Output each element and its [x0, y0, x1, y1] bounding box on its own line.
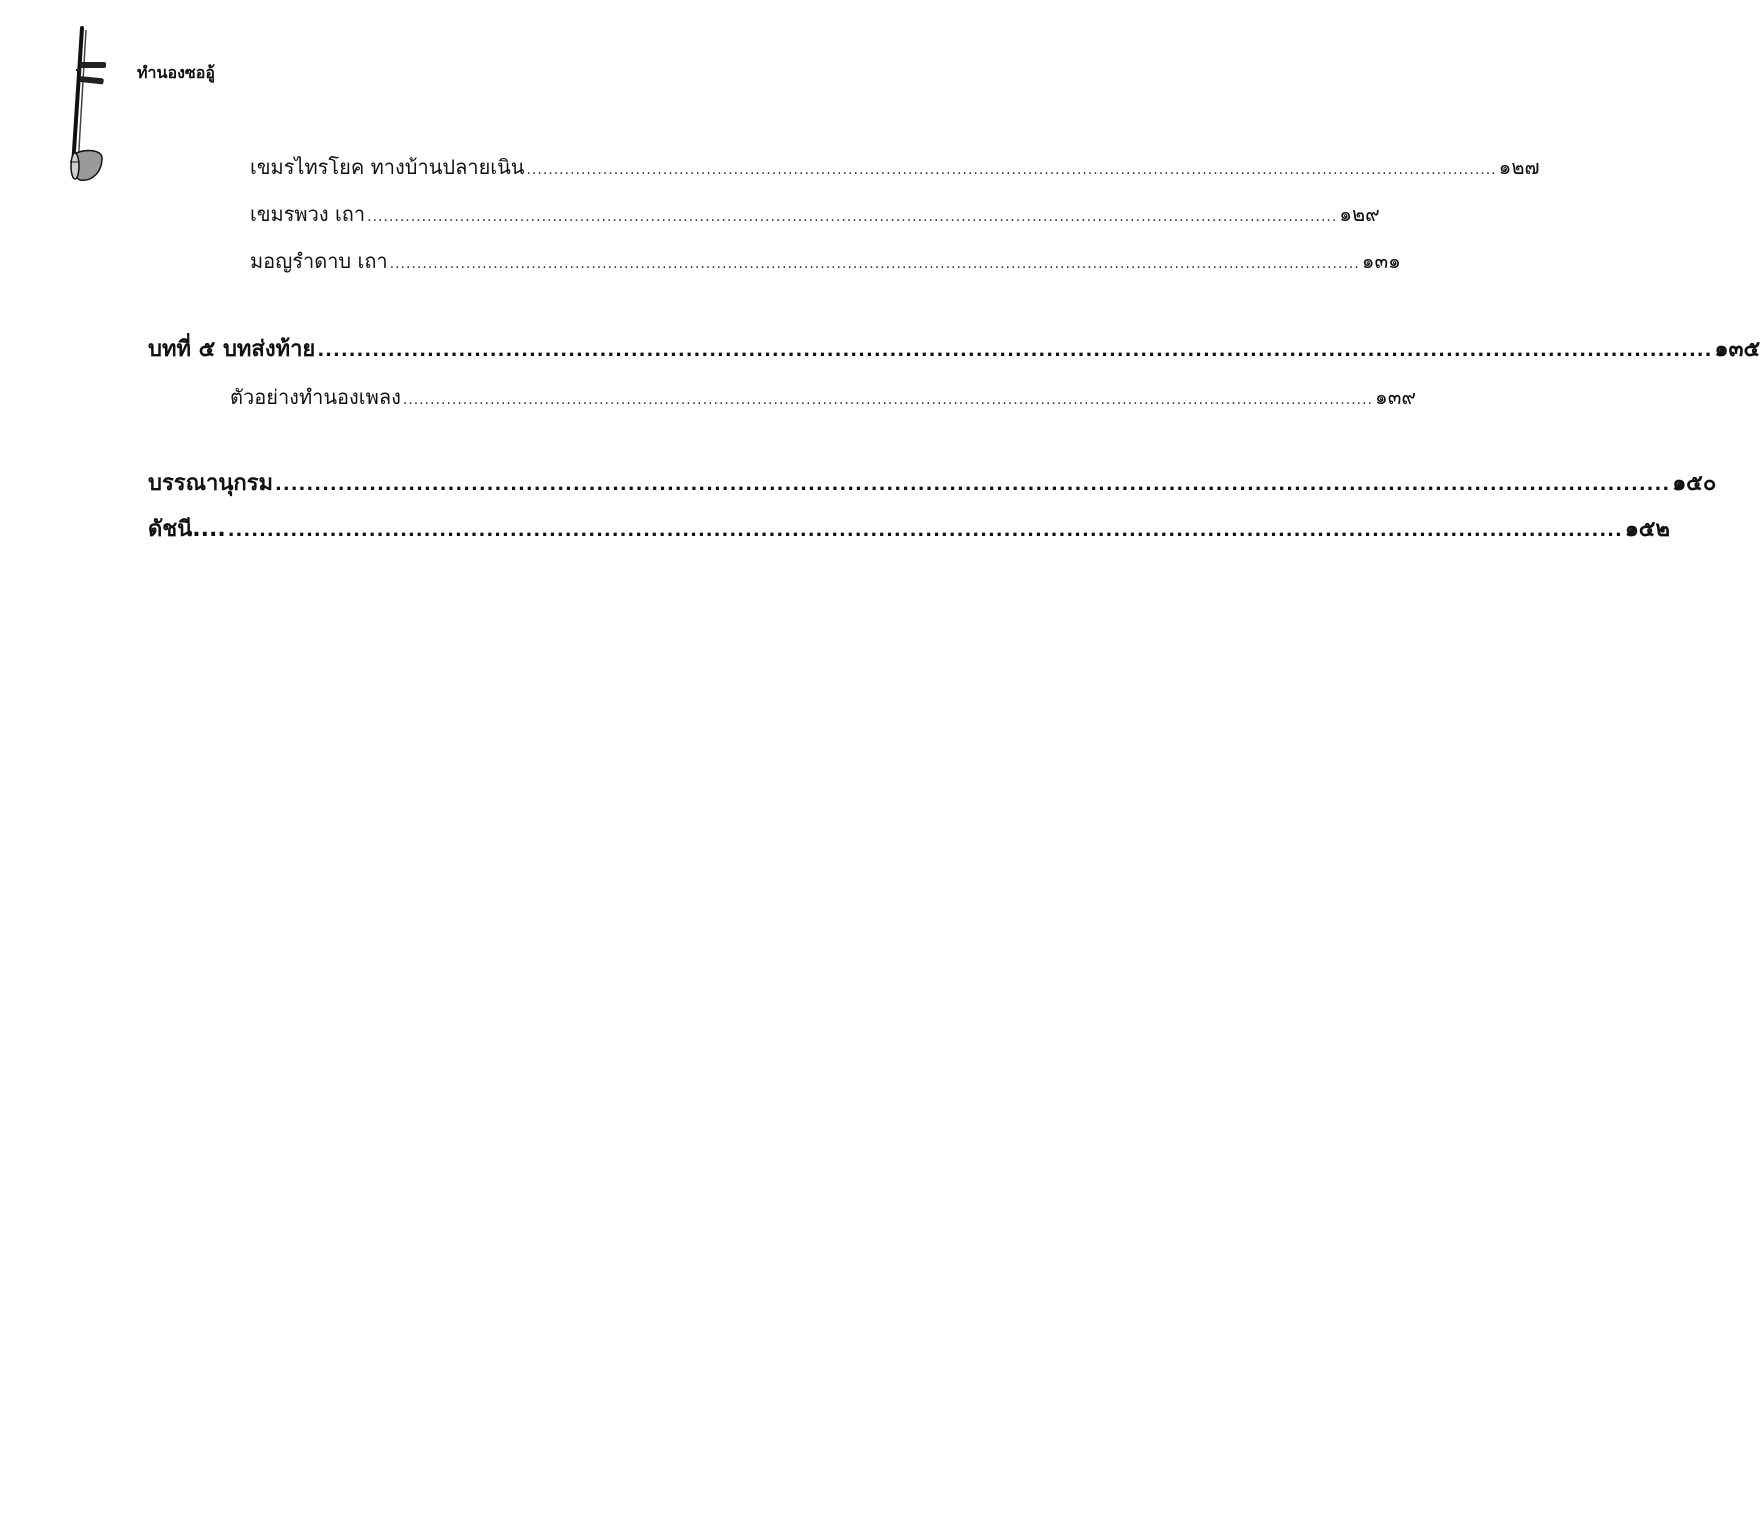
toc-entry-melody-examples[interactable]: [230, 382, 1417, 415]
dot-leader: ..................................................................................................................................................................................: [317, 340, 1713, 361]
toc-page-number: ๑๓๕: [1714, 337, 1760, 362]
toc-entry-bibliography[interactable]: [148, 468, 1717, 501]
toc-entry-label: เขมรพวง เถา: [250, 202, 366, 226]
dot-leader: ..................................................................................................................................................................................: [526, 162, 1497, 178]
toc-entry-label: บทที่ ๕ บทส่งท้าย: [148, 337, 316, 362]
toc-page-number: ๑๒๗: [1498, 155, 1540, 179]
toc-entry-label: มอญรำดาบ เถา: [250, 249, 388, 273]
toc-entry-mon-ram-dap[interactable]: [250, 246, 1401, 279]
toc-page-number: ๑๓๑: [1361, 249, 1401, 273]
toc-page-number: ๑๕๐: [1672, 471, 1717, 496]
toc-entry-label: เขมรไทรโยค ทางบ้านปลายเนิน: [250, 155, 525, 179]
dot-leader: ..................................................................................................................................................................................: [402, 392, 1373, 408]
running-header-title: ทำนองซออู้: [137, 63, 215, 82]
toc-entry-index[interactable]: [148, 514, 1670, 547]
saw-u-fiddle-icon: [62, 26, 116, 188]
toc-page-number: ๑๒๙: [1339, 202, 1380, 226]
dot-leader: ..................................................................................................................................................................................: [389, 256, 1360, 272]
toc-entry-label: บรรณานุกรม: [148, 471, 274, 496]
toc-page-number: ๑๕๒: [1624, 517, 1670, 542]
toc-entry-khmer-sai-yok[interactable]: [250, 152, 1540, 185]
dot-leader: ..................................................................................................................................................................................: [227, 520, 1623, 541]
dot-leader: ..................................................................................................................................................................................: [275, 474, 1671, 495]
toc-entry-khmer-phuang[interactable]: [250, 199, 1380, 232]
toc-page-number: ๑๓๙: [1375, 385, 1417, 409]
toc-entry-label: ดัชนี....: [148, 517, 226, 542]
toc-entry-label: ตัวอย่างทำนองเพลง: [230, 385, 401, 409]
dot-leader: ..................................................................................................................................................................................: [367, 209, 1338, 225]
toc-entry-chapter-5[interactable]: [148, 334, 1760, 367]
